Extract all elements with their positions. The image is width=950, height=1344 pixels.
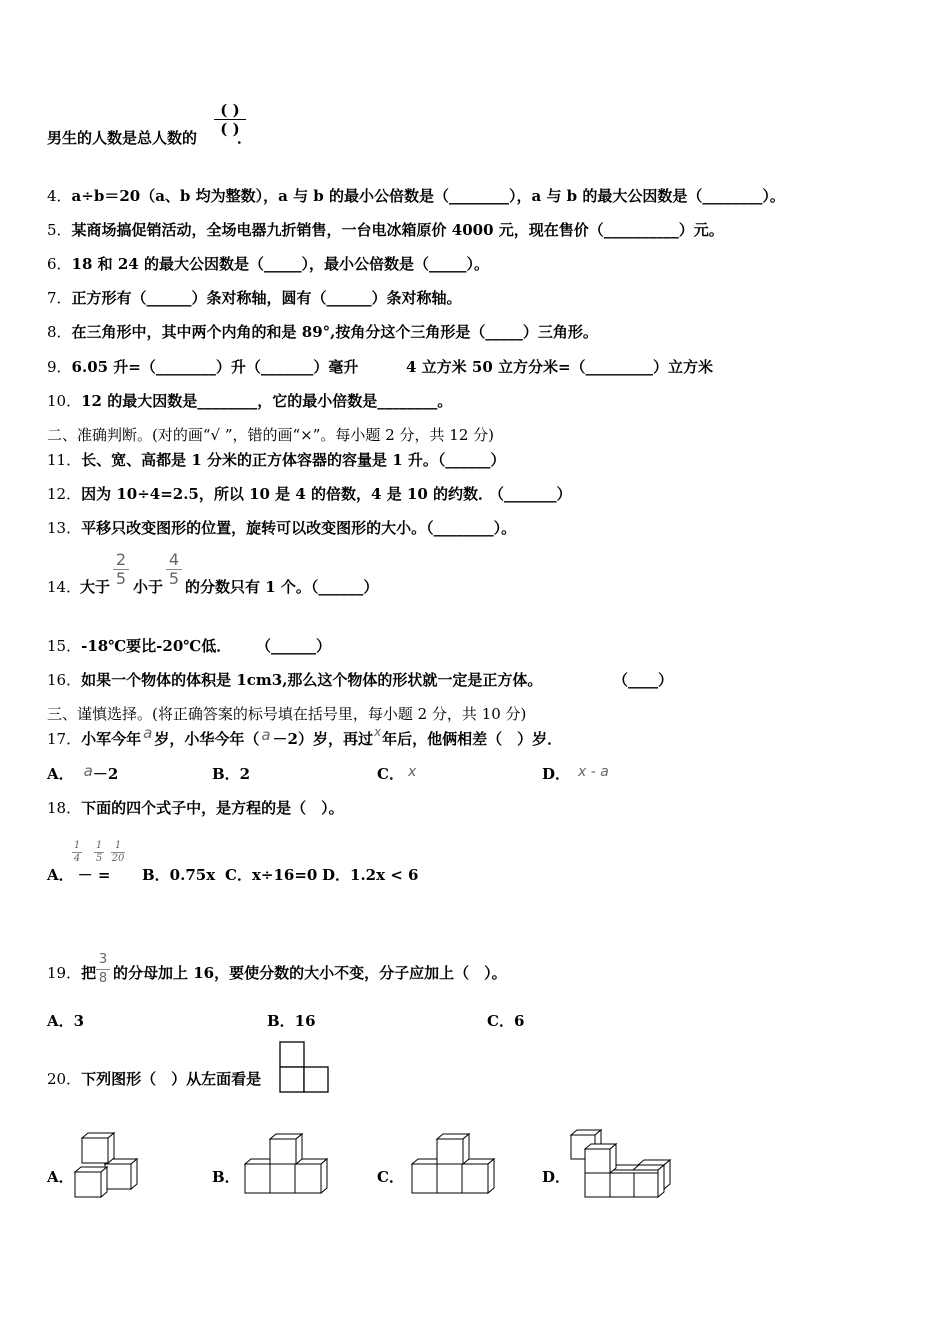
q13-number: 13．	[47, 519, 82, 537]
q14-f2-den: 5	[168, 569, 180, 588]
q7-text: 正方形有（______）条对称轴，圆有（______）条对称轴。	[71, 289, 462, 307]
q14-fraction-1	[113, 551, 129, 588]
q12-number: 12．	[47, 485, 82, 503]
q20-number: 20．	[47, 1070, 82, 1088]
q6-number: 6．	[47, 255, 72, 273]
q19-number: 19．	[47, 964, 82, 982]
q18-fc-den: 20	[111, 853, 125, 864]
q15-blank: （______）	[256, 637, 332, 655]
q20-option-d-figure	[568, 1128, 680, 1200]
q10-number: 10．	[47, 392, 82, 410]
q13-text: 平移只改变图形的位置，旋转可以改变图形的大小。（________）。	[81, 519, 517, 537]
q17-var-a: a	[143, 724, 153, 742]
question-16	[47, 670, 542, 690]
q11-text: 长、宽、高都是 1 分米的正方体容器的容量是 1 升。（______）	[81, 451, 506, 469]
q17-opt-a-var: a	[83, 762, 93, 780]
q9-text2: 4 立方米 50 立方分米=（_________）立方米	[406, 358, 714, 376]
question-12	[47, 484, 493, 504]
q17-option-b: B．2	[212, 765, 251, 783]
q19-f-num: 3	[98, 952, 108, 967]
q20-text: 下列图形（ ）从左面看是	[81, 1070, 262, 1088]
q20-option-b-label: B．	[212, 1168, 240, 1186]
q20-option-a-label: A．	[47, 1168, 74, 1186]
q3-text-after: ．	[237, 129, 253, 147]
q18-frac-a	[72, 840, 82, 865]
q18-option-d: D．1.2x < 6	[322, 866, 419, 884]
q17-option-d	[542, 764, 609, 785]
q17-opt-c-label: C．	[377, 765, 404, 783]
q4-number: 4．	[47, 187, 72, 205]
q17-text-4: 年后，他俩相差（ ）岁．	[382, 730, 563, 748]
q16-blank: （____）	[613, 671, 674, 689]
q17-text-3: －2）岁，再过	[272, 730, 373, 748]
q5-text: 某商场搞促销活动，全场电器九折销售，一台电冰箱原价 4000 元，现在售价（__________）元。	[71, 221, 724, 239]
question-10	[47, 391, 452, 411]
q17-opt-d-label: D．	[542, 765, 571, 783]
q7-number: 7．	[47, 289, 72, 307]
q9-number: 9．	[47, 358, 72, 376]
q16-number: 16．	[47, 671, 82, 689]
question-14-num	[47, 577, 81, 597]
q14-fraction-2	[166, 551, 182, 588]
q14-number: 14．	[47, 578, 82, 596]
q20-option-b-figure	[244, 1132, 332, 1198]
q17-opt-d-var: x - a	[578, 764, 609, 780]
section-2-heading: 二、准确判断。(对的画“√ ”，错的画“×”。每小题 2 分，共 12 分)	[47, 426, 494, 444]
question-9-part2	[406, 357, 713, 377]
question-6	[47, 254, 489, 274]
q18-opt-a-ops: － =	[77, 866, 111, 884]
question-20	[47, 1069, 261, 1089]
question-15	[47, 636, 231, 656]
q3-frac-den: ( )	[220, 120, 240, 138]
q17-var-a2: a	[261, 726, 271, 744]
q8-number: 8．	[47, 323, 72, 341]
q19-option-b: B．16	[267, 1012, 316, 1030]
q18-option-a	[47, 865, 110, 885]
q20-option-c-figure	[410, 1132, 498, 1198]
q3-frac-num: ( )	[220, 101, 240, 119]
q9-text: 6.05 升=（________）升（_______）毫升	[71, 358, 359, 376]
q20-left-view-figure	[279, 1041, 331, 1095]
q17-text-2: 岁，小华今年（	[154, 730, 260, 748]
q18-text: 下面的四个式子中，是方程的是（ ）。	[81, 799, 344, 817]
q19-option-c: C．6	[487, 1012, 525, 1030]
question-13	[47, 518, 516, 538]
q19-text-2: 的分母加上 16，要使分数的大小不变，分子应加上（ ）。	[113, 964, 507, 982]
q20-option-a-figure	[72, 1130, 142, 1200]
question-9	[47, 357, 358, 377]
q8-text: 在三角形中，其中两个内角的和是 89°,按角分这个三角形是（_____）三角形。	[71, 323, 598, 341]
q19-text-1: 把	[81, 964, 97, 982]
q12-blank: （_______）	[489, 485, 572, 503]
q18-fa-den: 4	[73, 853, 81, 864]
q18-fc-num: 1	[114, 840, 122, 851]
q19-fraction	[96, 951, 110, 988]
q17-opt-a-label: A．	[47, 765, 74, 783]
q18-number: 18．	[47, 799, 82, 817]
q16-text: 如果一个物体的体积是 1cm3,那么这个物体的形状就一定是正方体。	[81, 671, 543, 689]
q19-option-a: A．3	[47, 1012, 85, 1030]
q3-text: 男生的人数是总人数的	[47, 129, 198, 147]
q4-text: a÷b＝20（a、b 均为整数），a 与 b 的最小公倍数是（________），a 与 b 的最大公因数是（________）。	[71, 187, 785, 205]
q15-number: 15．	[47, 637, 82, 655]
q18-fb-num: 1	[95, 840, 103, 851]
q15-text: -18℃要比-20℃低．	[81, 637, 232, 655]
question-5	[47, 220, 724, 240]
q14-text-3: 的分数只有 1 个。（______）	[185, 578, 379, 596]
q20-option-c-label: C．	[377, 1168, 404, 1186]
q18-fb-den: 5	[95, 853, 103, 864]
question-17	[47, 724, 563, 750]
q17-option-c	[377, 764, 416, 785]
q14-f1-num: 2	[115, 550, 127, 569]
q18-opt-a-label: A．	[47, 866, 74, 884]
q19-f-den: 8	[98, 971, 108, 986]
question-7	[47, 288, 462, 308]
question-18	[47, 798, 344, 818]
q17-opt-a-text: －2	[92, 765, 119, 783]
q14-text-2: 小于	[133, 578, 164, 596]
q18-frac-b	[94, 840, 104, 865]
question-4	[47, 186, 785, 206]
q17-number: 17．	[47, 730, 82, 748]
question-8	[47, 322, 598, 342]
q14-f2-num: 4	[168, 550, 180, 569]
q14-text-1: 大于	[80, 578, 111, 596]
q17-text-1: 小军今年	[81, 730, 142, 748]
question-19	[47, 963, 96, 983]
q17-option-a	[47, 764, 118, 784]
q20-option-d-label: D．	[542, 1168, 571, 1186]
q5-number: 5．	[47, 221, 72, 239]
q17-opt-c-var: x	[407, 764, 417, 780]
q10-text: 12 的最大因数是________，它的最小倍数是________。	[81, 392, 453, 410]
q18-option-b: B．0.75x	[142, 866, 216, 884]
q6-text: 18 和 24 的最大公因数是（_____），最小公倍数是（_____）。	[71, 255, 489, 273]
question-11	[47, 450, 505, 470]
q14-f1-den: 5	[115, 569, 127, 588]
q18-frac-c	[111, 840, 125, 865]
q17-var-x: x	[373, 725, 382, 739]
q11-number: 11．	[47, 451, 82, 469]
q12-text: 因为 10÷4=2.5，所以 10 是 4 的倍数，4 是 10 的约数．	[81, 485, 494, 503]
q18-option-c: C．x÷16=0	[225, 866, 318, 884]
section-3-heading: 三、谨慎选择。(将正确答案的标号填在括号里，每小题 2 分，共 10 分)	[47, 705, 527, 723]
q18-fa-num: 1	[73, 840, 81, 851]
q3-line	[47, 128, 252, 148]
